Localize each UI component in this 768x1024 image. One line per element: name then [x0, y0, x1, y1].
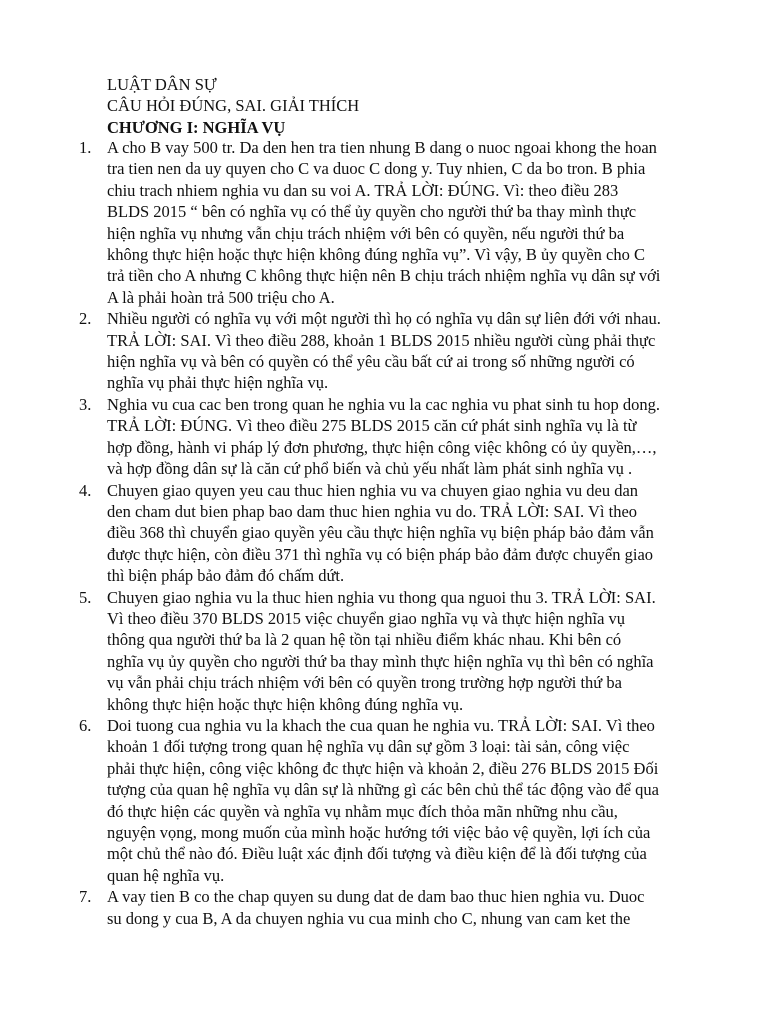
question-text-line: điều 368 thì chuyển giao quyền yêu cầu thực hiện nghĩa vụ biện pháp bảo đảm vẫn: [107, 523, 654, 543]
question-text-line: thì biện pháp bảo đảm đó chấm dứt.: [107, 566, 345, 586]
question-text-line: được thực hiện, còn điều 371 thì nghĩa vụ có biện pháp bảo đảm được chuyển giao: [107, 544, 654, 564]
question-text-line: nguyện vọng, mong muốn của mình hoặc hướng tới việc bảo vệ quyền, lợi ích của: [107, 823, 651, 842]
question-list: [79, 137, 707, 929]
question-text-line: nghĩa vụ ủy quyền cho người thứ ba thay mình thực hiện nghĩa vụ thì bên có nghĩa: [107, 651, 654, 671]
question-item: [79, 308, 707, 394]
question-text-line: vụ vẫn phải chịu trách nhiệm với bên có quyền trong trường hợp người thứ ba: [107, 673, 622, 693]
question-number: 1.: [79, 138, 92, 157]
question-text-line: TRẢ LỜI: SAI. Vì theo điều 288, khoản 1 BLDS 2015 nhiều người cùng phải thực: [107, 330, 656, 350]
question-item: [79, 394, 707, 480]
question-number: 6.: [79, 715, 92, 735]
question-text-line: quan hệ nghĩa vụ.: [107, 865, 225, 885]
question-item: [79, 587, 707, 715]
question-text-line: không thực hiện hoặc thực hiện không đúng nghĩa vụ”. Vì vậy, B ủy quyền cho C: [107, 245, 646, 265]
question-text-line: Nhiều người có nghĩa vụ với một người thì họ có nghĩa vụ dân sự liên đới với nhau.: [107, 309, 661, 329]
question-number: 7.: [79, 887, 92, 907]
question-text-line: BLDS 2015 “ bên có nghĩa vụ có thể ủy quyền cho người thứ ba thay mình thực: [107, 202, 637, 222]
question-text-line: khoản 1 đối tượng trong quan hệ nghĩa vụ dân sự gồm 3 loại: tài sản, công việc: [107, 737, 630, 757]
question-item: [79, 137, 707, 308]
question-item: [79, 715, 707, 886]
question-text-line: một chủ thể nào đó. Điều luật xác định đối tượng và điều kiện để là đối tượng của: [107, 844, 647, 864]
question-text-line: TRẢ LỜI: ĐÚNG. Vì theo điều 275 BLDS 2015 căn cứ phát sinh nghĩa vụ là từ: [107, 416, 637, 436]
question-text-line: và hợp đồng dân sự là căn cứ phổ biến và chủ yếu nhất làm phát sinh nghĩa vụ .: [107, 459, 633, 479]
question-number: 4.: [79, 480, 92, 500]
question-text-line: trả tiền cho A nhưng C không thực hiện nên B chịu trách nhiệm nghĩa vụ dân sự với: [107, 266, 661, 286]
question-text-line: den cham dut bien phap bao dam thuc hien nghia vu do. TRẢ LỜI: SAI. Vì theo: [107, 501, 638, 521]
question-text-line: hợp đồng, hành vi pháp lý đơn phương, thực hiện công việc không có ủy quyền,…,: [107, 437, 657, 457]
question-text-line: tượng của quan hệ nghĩa vụ dân sự là những gì các bên chủ thể tác động vào để qua: [107, 780, 659, 800]
question-item: [79, 480, 707, 587]
chapter-heading: CHƯƠNG I: NGHĨA VỤ: [107, 117, 286, 137]
document-header: [107, 74, 359, 138]
question-text-line: A vay tien B co the chap quyen su dung dat de dam bao thuc hien nghia vu. Duoc: [107, 887, 645, 907]
document-subtitle: CÂU HỎI ĐÚNG, SAI. GIẢI THÍCH: [107, 96, 360, 116]
question-number: 5.: [79, 587, 92, 607]
question-item: [79, 886, 707, 929]
question-text-line: chiu trach nhiem nghia vu dan su voi A. TRẢ LỜI: ĐÚNG. Vì: theo điều 283: [107, 180, 619, 200]
question-text-line: không thực hiện hoặc thực hiện không đúng nghĩa vụ.: [107, 694, 464, 714]
question-text-line: su dong y cua B, A da chuyen nghia vu cua minh cho C, nhung van cam ket the: [107, 908, 631, 928]
question-text-line: Chuyen giao quyen yeu cau thuc hien nghia vu va chuyen giao nghia vu deu dan: [107, 480, 639, 500]
question-text-line: Nghia vu cua cac ben trong quan he nghia vu la cac nghia vu phat sinh tu hop dong.: [107, 394, 661, 414]
question-number: 3.: [79, 394, 92, 414]
question-text-line: A là phải hoàn trả 500 triệu cho A.: [107, 287, 335, 307]
question-text-line: đó thực hiện các quyền và nghĩa vụ nhằm mục đích thỏa mãn những nhu cầu,: [107, 801, 618, 821]
subject-title: LUẬT DÂN SỰ: [107, 75, 217, 94]
question-text-line: Doi tuong cua nghia vu la khach the cua quan he nghia vu. TRẢ LỜI: SAI. Vì theo: [107, 715, 655, 735]
question-text-line: Vì theo điều 370 BLDS 2015 việc chuyển giao nghĩa vụ và thực hiện nghĩa vụ: [107, 608, 626, 628]
question-text-line: tra tien nen da uy quyen cho C va duoc C dong y. Tuy nhien, C da bo tron. B phia: [107, 159, 646, 179]
question-text-line: A cho B vay 500 tr. Da den hen tra tien nhung B dang o nuoc ngoai khong the hoan: [107, 138, 657, 157]
question-text-line: hiện nghĩa vụ nhưng vẫn chịu trách nhiệm với bên có quyền, nếu người thứ ba: [107, 223, 625, 243]
question-text-line: thông qua người thứ ba là 2 quan hệ tồn tại nhiều điểm khác nhau. Khi bên có: [107, 630, 622, 650]
question-number: 2.: [79, 309, 92, 329]
question-text-line: nghĩa vụ phải thực hiện nghĩa vụ.: [107, 373, 329, 393]
question-text-line: hiện nghĩa vụ và bên có quyền có thể yêu cầu bất cứ ai trong số những người có: [107, 352, 635, 372]
question-text-line: phải thực hiện, công việc không đc thực hiện và khoản 2, điều 276 BLDS 2015 Đối: [107, 758, 659, 778]
question-text-line: Chuyen giao nghia vu la thuc hien nghia vu thong qua nguoi thu 3. TRẢ LỜI: SAI.: [107, 587, 656, 607]
